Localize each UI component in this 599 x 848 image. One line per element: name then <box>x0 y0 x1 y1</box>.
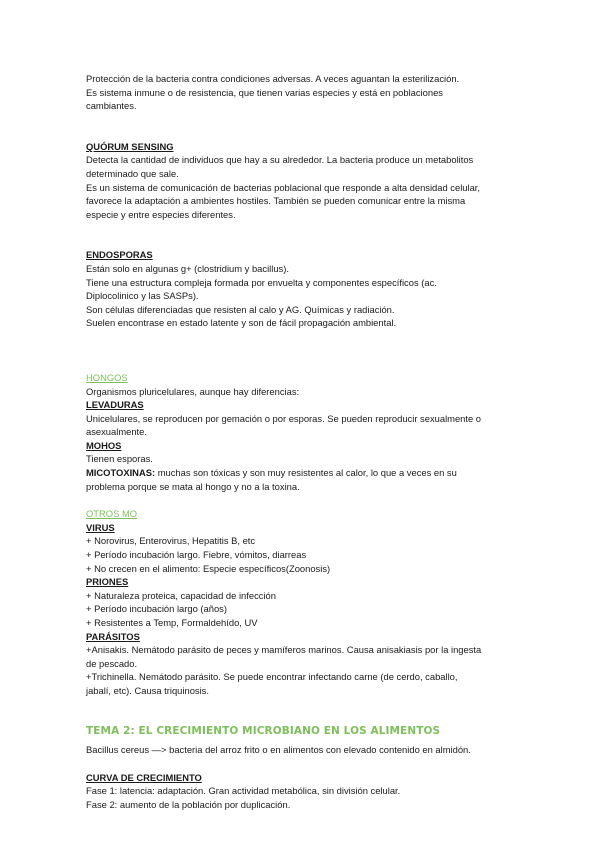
priones-item: + Naturaleza proteica, capacidad de infección <box>86 589 276 601</box>
levaduras-line-2: asexualmente. <box>86 426 147 438</box>
priones-heading: PRIONES <box>86 576 129 588</box>
levaduras-line-1: Unicelulares, se reproducen por gemación o por esporas. Se pueden reproducir sexualmente o <box>86 412 482 424</box>
mohos-heading: MOHOS <box>86 439 122 451</box>
levaduras-heading: LEVADURAS <box>86 399 144 411</box>
parasitos-line-1: +Anisakis. Nemátodo parásito de peces y mamíferos marinos. Causa anisakiasis por la ingesta <box>86 644 482 656</box>
endosporas-line-3: Diplocolinico y las SASPs). <box>86 290 199 302</box>
priones-item: + Resistentes a Temp, Formaldehído, UV <box>86 617 258 628</box>
quorum-line-2: determinado que sale. <box>86 167 179 179</box>
quorum-line-4: favorece la adaptación a ambientes hostiles. También se pueden comunicar entre la misma <box>86 195 466 207</box>
otros-heading: OTROS MO <box>86 508 138 520</box>
virus-item: + Norovirus, Enterovirus, Hepatitis B, etc <box>86 535 256 547</box>
quorum-heading: QUÓRUM SENSING <box>86 140 174 152</box>
quorum-line-5: especie y entre especies diferentes. <box>86 208 236 220</box>
hongos-heading: HONGOS <box>86 371 128 383</box>
micotoxinas-label: MICOTOXINAS: <box>86 467 156 479</box>
virus-item: + Período incubación largo. Fiebre, vómitos, diarreas <box>86 549 307 561</box>
quorum-line-3: Es un sistema de comunicación de bacterias poblacional que responde a alta densidad celular, <box>86 181 481 193</box>
micotoxinas-text: muchas son tóxicas y son muy resistentes al calor, lo que a veces en su <box>155 467 457 479</box>
intro-line-2: Es sistema inmune o de resistencia, que tienen varias especies y está en poblaciones <box>86 86 443 98</box>
endosporas-heading: ENDOSPORAS <box>86 249 153 261</box>
parasitos-line-3: +Trichinella. Nemátodo parásito. Se puede encontrar infectando carne (de cerdo, caballo, <box>86 671 458 683</box>
parasitos-heading: PARÁSITOS <box>86 630 140 642</box>
mohos-line-1: Tienen esporas. <box>86 453 153 465</box>
fase-1: Fase 1: latencia: adaptación. Gran actividad metabólica, sin división celular. <box>86 785 401 797</box>
intro-line-1: Protección de la bacteria contra condiciones adversas. A veces aguantan la esterilización. <box>86 73 460 84</box>
virus-heading: VIRUS <box>86 521 115 533</box>
micotoxinas-line-1 <box>86 466 539 480</box>
endosporas-line-4: Son células diferenciadas que resisten al calo y AG. Químicas y radiación. <box>86 303 395 315</box>
fase-2: Fase 2: aumento de la población por duplicación. <box>86 798 291 810</box>
endosporas-line-2: Tiene una estructura compleja formada por envuelta y componentes específicos (ac. <box>86 276 437 288</box>
priones-item: + Período incubación largo (años) <box>86 603 227 615</box>
endosporas-line-5: Suelen encontrase en estado latente y son de fácil propagación ambiental. <box>86 317 397 329</box>
curva-heading: CURVA DE CRECIMIENTO <box>86 771 202 783</box>
parasitos-line-2: de pescado. <box>86 657 138 669</box>
hongos-line-1: Organismos pluricelulares, aunque hay diferencias: <box>86 385 300 397</box>
tema2-line-1: Bacillus cereus —> bacteria del arroz frito o en alimentos con elevado contenido en almidón. <box>86 744 471 756</box>
intro-line-3: cambiantes. <box>86 100 137 112</box>
micotoxinas-line-2: problema porque se mata al hongo y no a la toxina. <box>86 480 300 492</box>
tema2-heading: TEMA 2: EL CRECIMIENTO MICROBIANO EN LOS ALIMENTOS <box>86 724 441 737</box>
endosporas-line-1: Están solo en algunas g+ (clostridium y bacillus). <box>86 262 289 274</box>
parasitos-line-4: jabalí, etc). Causa triquinosis. <box>86 684 209 696</box>
virus-item: + No crecen en el alimento: Especie específicos(Zoonosis) <box>86 562 331 574</box>
quorum-line-1: Detecta la cantidad de individuos que hay a su alrededor. La bacteria produce un metabolitos <box>86 154 474 166</box>
